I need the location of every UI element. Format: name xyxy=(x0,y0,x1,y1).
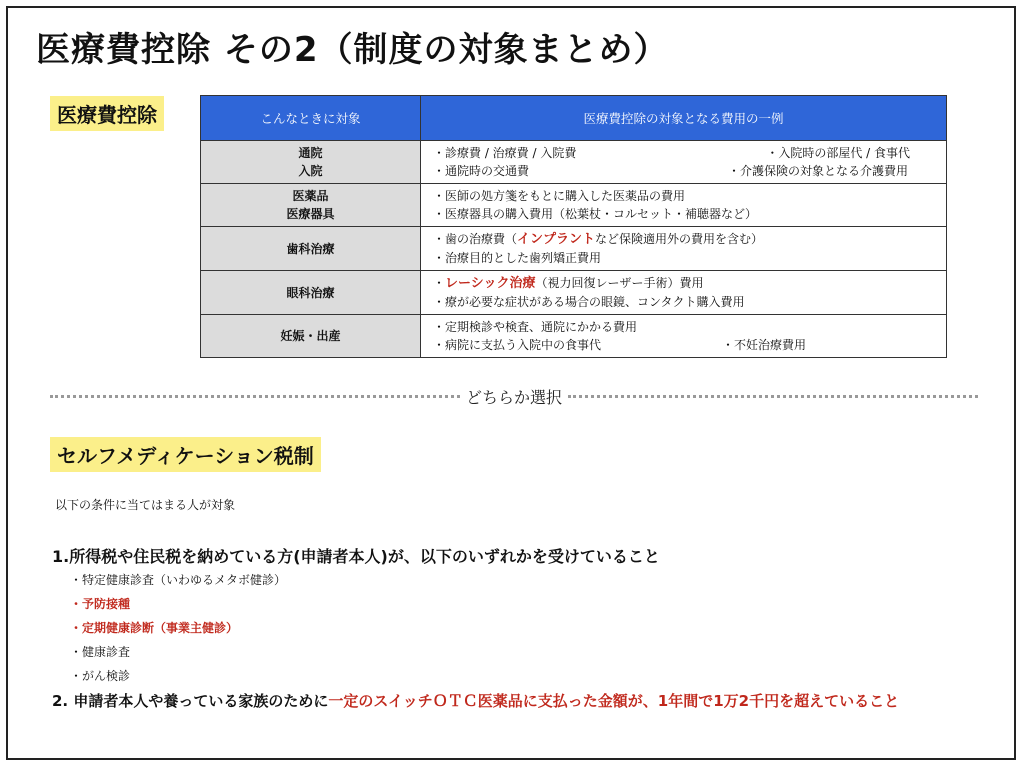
expense-cell xyxy=(421,227,947,271)
expense-line xyxy=(433,162,946,180)
category-label: 妊娠・出産 xyxy=(280,329,341,343)
highlight-lasik: レーシック治療 xyxy=(445,276,536,291)
expense-item-highlighted xyxy=(433,230,763,249)
intro-text: 以下の条件に当てはまる人が対象 xyxy=(55,498,236,512)
expense-item: ・療が必要な症状がある場合の眼鏡、コンタクト購入費用 xyxy=(433,295,745,309)
sub-item-highlighted: ・定期健康診断（事業主健診） xyxy=(70,621,239,635)
expense-item: ・定期検診や検査、通院にかかる費用 xyxy=(433,320,638,334)
sub-item: ・健康診査 xyxy=(70,645,131,659)
divider-label: どちらか選択 xyxy=(466,387,563,407)
divider-dots-right xyxy=(568,395,978,398)
expense-item: ・医療器具の購入費用（松葉杖・コルセット・補聴器など） xyxy=(433,207,758,221)
condition-2-text: 2. 申請者本人や養っている家族のために xyxy=(52,692,329,710)
expense-line xyxy=(433,336,946,354)
deduction-table xyxy=(200,95,947,358)
expense-item: ・治療目的とした歯列矯正費用 xyxy=(433,251,602,265)
category-cell xyxy=(201,184,421,227)
expense-line xyxy=(433,187,946,205)
category-cell xyxy=(201,315,421,358)
table-header-row xyxy=(201,96,947,141)
condition-2-highlight: 一定のスイッチＯＴＣ医薬品に支払った金額が、1年間で1万2千円を超えていること xyxy=(328,692,900,710)
expense-line xyxy=(433,249,946,267)
category-label: 医薬品 xyxy=(292,189,329,203)
table-header-target: こんなときに対象 xyxy=(201,96,421,141)
expense-cell xyxy=(421,271,947,315)
page-title: 医療費控除 その2（制度の対象まとめ） xyxy=(36,30,669,70)
category-label: 歯科治療 xyxy=(286,241,335,256)
expense-item: ・病院に支払う入院中の食事代 xyxy=(433,338,602,352)
expense-item: ・介護保険の対象となる介護費用 xyxy=(727,164,908,178)
expense-text: （視力回復レーザー手術）費用 xyxy=(535,276,704,290)
sub-item: ・がん検診 xyxy=(70,669,131,683)
expense-line xyxy=(433,230,946,249)
section-label-self-medication: セルフメディケーション税制 xyxy=(50,437,321,472)
condition-2 xyxy=(52,690,899,711)
expense-line xyxy=(433,293,946,311)
table-row xyxy=(201,271,947,315)
section-label-medical-deduction: 医療費控除 xyxy=(50,96,164,131)
expense-item: ・診療費 / 治療費 / 入院費 xyxy=(433,146,577,160)
table-header-expenses: 医療費控除の対象となる費用の一例 xyxy=(421,96,947,141)
sub-item: ・特定健康診査（いわゆるメタボ健診） xyxy=(70,573,287,587)
choice-divider xyxy=(50,386,978,406)
table-row xyxy=(201,141,947,184)
category-cell xyxy=(201,227,421,271)
expense-item: ・入院時の部屋代 / 食事代 xyxy=(766,146,910,160)
highlight-implant: インプラント xyxy=(517,232,596,247)
expense-line xyxy=(433,274,946,293)
expense-item: ・通院時の交通費 xyxy=(433,164,530,178)
condition-1: 1.所得税や住民税を納めている方(申請者本人)が、以下のいずれかを受けていること xyxy=(52,547,660,566)
expense-cell xyxy=(421,141,947,184)
category-cell xyxy=(201,271,421,315)
expense-text: など保険適用外の費用を含む） xyxy=(595,232,764,246)
category-cell xyxy=(201,141,421,184)
expense-item: ・医師の処方箋をもとに購入した医薬品の費用 xyxy=(433,189,686,203)
category-label: 医療器具 xyxy=(286,207,335,221)
expense-line xyxy=(433,144,946,162)
table-row xyxy=(201,227,947,271)
expense-text: ・ xyxy=(433,276,446,290)
expense-item: ・不妊治療費用 xyxy=(721,338,806,352)
category-label: 眼科治療 xyxy=(286,285,335,300)
table-row xyxy=(201,184,947,227)
expense-line xyxy=(433,205,946,223)
category-label: 入院 xyxy=(298,164,323,178)
expense-line xyxy=(433,318,946,336)
category-label: 通院 xyxy=(298,146,323,160)
expense-cell xyxy=(421,184,947,227)
table-row xyxy=(201,315,947,358)
divider-dots-left xyxy=(50,395,460,398)
expense-cell xyxy=(421,315,947,358)
expense-text: ・歯の治療費（ xyxy=(433,232,518,246)
sub-item-highlighted: ・予防接種 xyxy=(70,597,131,611)
expense-item-highlighted xyxy=(433,274,704,293)
